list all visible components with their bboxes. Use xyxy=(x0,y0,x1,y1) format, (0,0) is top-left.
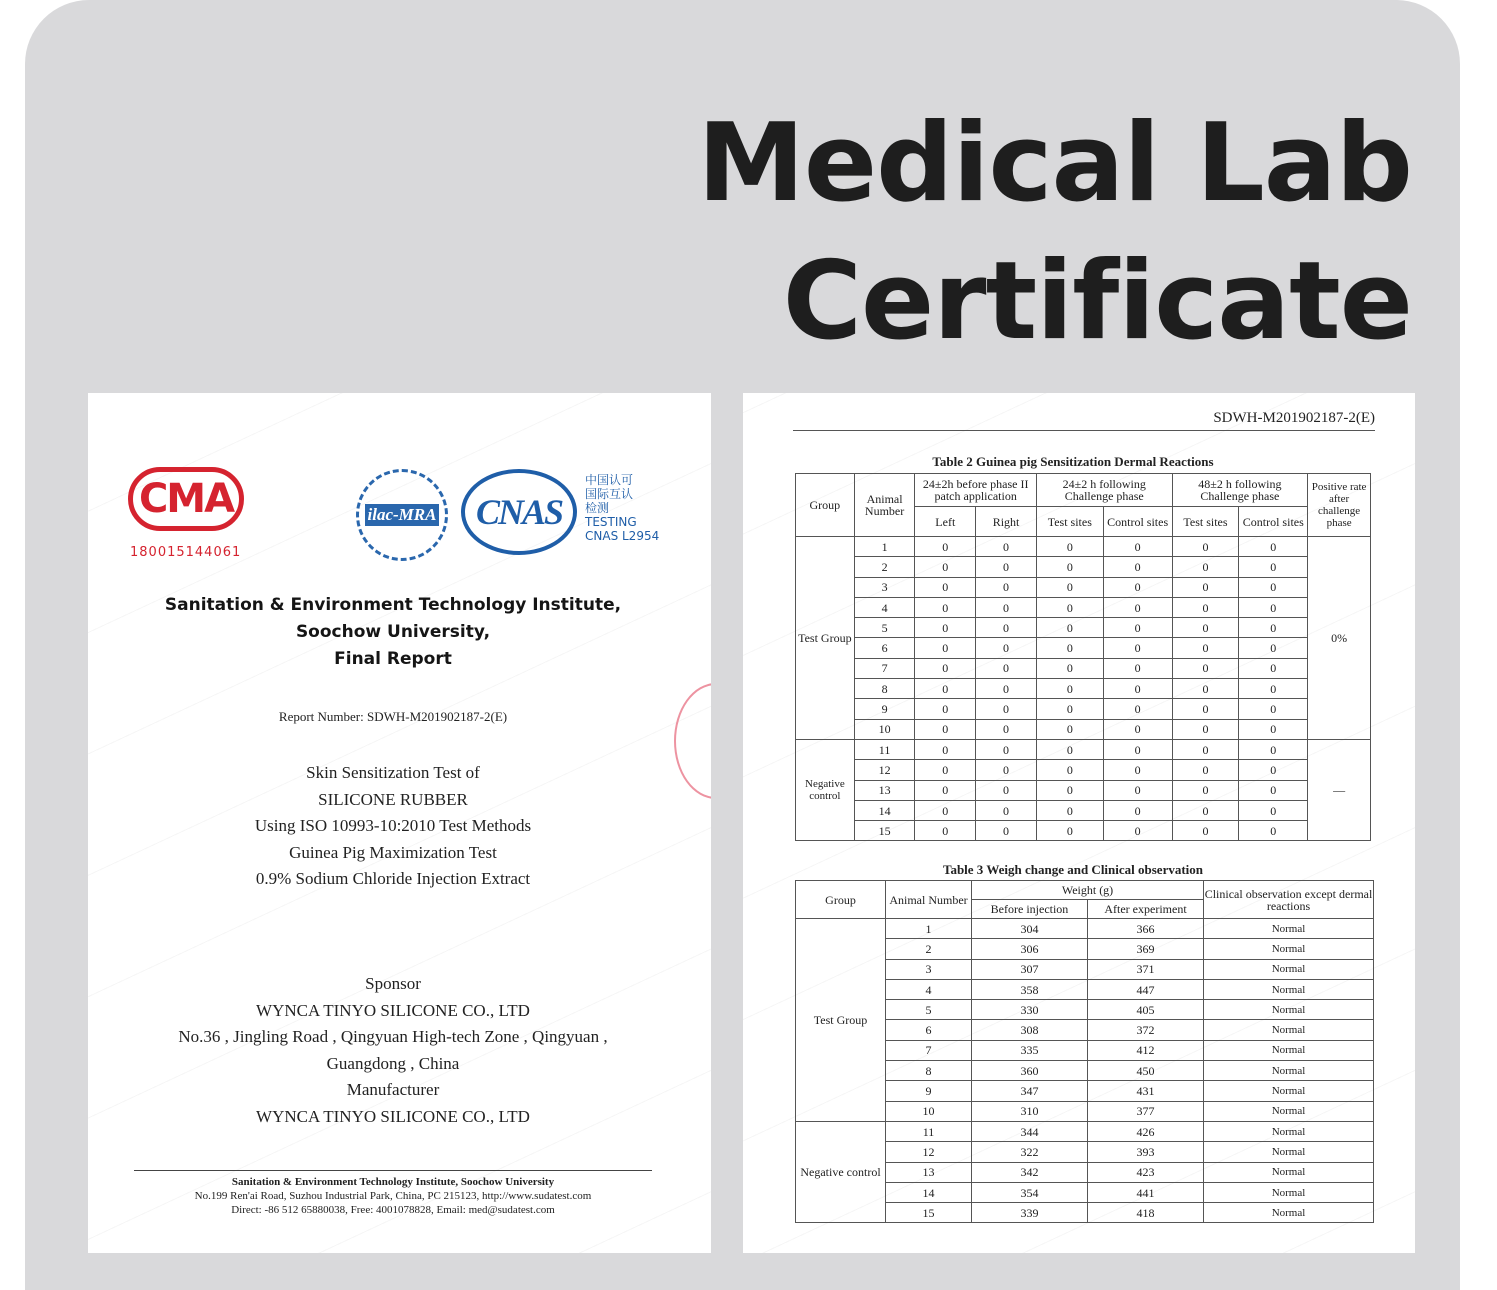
institute-line-1: Sanitation & Environment Technology Institute, xyxy=(164,595,622,615)
t3-weight-before: 335 xyxy=(972,1040,1088,1060)
t2-animal-number: 8 xyxy=(854,679,915,699)
t2-cell: 0 xyxy=(915,537,976,557)
table-row xyxy=(796,739,1371,759)
t2-cell: 0 xyxy=(976,739,1037,759)
t2-cell: 0 xyxy=(915,557,976,577)
t2-cell: 0 xyxy=(1103,780,1172,800)
t3-observation: Normal xyxy=(1204,1081,1374,1101)
t2-cell: 0 xyxy=(1239,537,1308,557)
t2-cell: 0 xyxy=(1036,658,1103,678)
table-row xyxy=(796,577,1371,597)
t2-cell: 0 xyxy=(1172,557,1239,577)
t3-weight-before: 344 xyxy=(972,1121,1088,1141)
t2-group-test: Test Group xyxy=(796,537,855,740)
table-row xyxy=(796,638,1371,658)
institute-heading xyxy=(88,592,698,673)
t3-observation: Normal xyxy=(1204,1142,1374,1162)
manufacturer-label: Manufacturer xyxy=(346,1080,440,1099)
t2-cell: 0 xyxy=(915,821,976,841)
institute-line-3: Final Report xyxy=(334,649,452,669)
t2-group-negative: Negative control xyxy=(796,739,855,840)
t2-cell: 0 xyxy=(1172,658,1239,678)
t3-weight-after: 441 xyxy=(1088,1182,1204,1202)
t2-cell: 0 xyxy=(1103,557,1172,577)
t2-cell: 0 xyxy=(1172,597,1239,617)
footer-line-3: Direct: -86 512 65880038, Free: 4001078828, Email: med@sudatest.com xyxy=(231,1204,555,1216)
t2-cell: 0 xyxy=(1103,800,1172,820)
t3-weight-after: 405 xyxy=(1088,1000,1204,1020)
t3-weight-after: 372 xyxy=(1088,1020,1204,1040)
table-row xyxy=(796,1121,1374,1141)
t2-cell: 0 xyxy=(1172,618,1239,638)
t2-cell: 0 xyxy=(976,760,1037,780)
t2-cell: 0 xyxy=(1036,557,1103,577)
subject-line-2: SILICONE RUBBER xyxy=(318,789,468,809)
t2-cell: 0 xyxy=(1172,679,1239,699)
t2-cell: 0 xyxy=(1172,760,1239,780)
t3-observation: Normal xyxy=(1204,1162,1374,1182)
t2-cell: 0 xyxy=(1036,821,1103,841)
ilac-mra-logo xyxy=(356,469,448,561)
t3-weight-after: 393 xyxy=(1088,1142,1204,1162)
t2-cell: 0 xyxy=(1172,537,1239,557)
t3-observation: Normal xyxy=(1204,979,1374,999)
t2-cell: 0 xyxy=(1103,821,1172,841)
test-subject xyxy=(88,760,698,893)
cnas-logo: CNAS xyxy=(461,469,577,555)
header-divider xyxy=(793,430,1375,431)
manufacturer-name: WYNCA TINYO SILICONE CO., LTD xyxy=(256,1106,530,1126)
t2-cell: 0 xyxy=(1103,618,1172,638)
t2-animal-number: 3 xyxy=(854,577,915,597)
t2-header-24h: 24±2 h following Challenge phase xyxy=(1036,474,1172,507)
t2-cell: 0 xyxy=(1036,800,1103,820)
t2-cell: 0 xyxy=(976,821,1037,841)
table-row xyxy=(796,821,1371,841)
t2-cell: 0 xyxy=(1239,800,1308,820)
t2-header-48h: 48±2 h following Challenge phase xyxy=(1172,474,1308,507)
t2-cell: 0 xyxy=(976,719,1037,739)
t2-cell: 0 xyxy=(976,800,1037,820)
t3-weight-before: 310 xyxy=(972,1101,1088,1121)
t2-cell: 0 xyxy=(976,658,1037,678)
sponsor-block xyxy=(88,971,698,1130)
t2-header-positive: Positive rate after challenge phase xyxy=(1308,474,1371,537)
page-title xyxy=(697,95,1412,371)
title-line-2: Certificate xyxy=(782,239,1412,364)
t2-cell: 0 xyxy=(1239,780,1308,800)
subject-line-3: Using ISO 10993-10:2010 Test Methods xyxy=(254,816,532,836)
cnas-en-line-2: CNAS L2954 xyxy=(585,529,660,543)
t2-animal-number: 13 xyxy=(854,780,915,800)
t2-header-test-sites-48: Test sites xyxy=(1172,507,1239,537)
table3-caption: Table 3 Weigh change and Clinical observation xyxy=(942,862,1204,877)
t3-animal-number: 15 xyxy=(886,1203,972,1223)
t3-observation: Normal xyxy=(1204,1040,1374,1060)
table-row xyxy=(796,597,1371,617)
t2-cell: 0 xyxy=(1239,638,1308,658)
t2-cell: 0 xyxy=(1239,760,1308,780)
t3-animal-number: 9 xyxy=(886,1081,972,1101)
table3-weight-observation xyxy=(795,880,1374,1223)
t2-cell: 0 xyxy=(1036,597,1103,617)
t2-cell: 0 xyxy=(915,638,976,658)
cnas-cn-line-1: 中国认可 xyxy=(585,473,634,487)
t2-cell: 0 xyxy=(976,597,1037,617)
t3-weight-before: 308 xyxy=(972,1020,1088,1040)
t3-weight-before: 330 xyxy=(972,1000,1088,1020)
t3-observation: Normal xyxy=(1204,1000,1374,1020)
t2-cell: 0 xyxy=(1103,537,1172,557)
t3-observation: Normal xyxy=(1204,919,1374,939)
table-row xyxy=(796,679,1371,699)
t2-cell: 0 xyxy=(1239,658,1308,678)
t2-animal-number: 12 xyxy=(854,760,915,780)
t3-weight-after: 377 xyxy=(1088,1101,1204,1121)
t2-cell: 0 xyxy=(915,800,976,820)
t3-weight-before: 354 xyxy=(972,1182,1088,1202)
t2-animal-number: 11 xyxy=(854,739,915,759)
subject-line-5: 0.9% Sodium Chloride Injection Extract xyxy=(255,869,531,889)
t2-animal-number: 15 xyxy=(854,821,915,841)
t3-weight-before: 306 xyxy=(972,939,1088,959)
t3-observation: Normal xyxy=(1204,939,1374,959)
t3-header-before: Before injection xyxy=(972,900,1088,919)
t2-cell: 0 xyxy=(1036,577,1103,597)
sponsor-name: WYNCA TINYO SILICONE CO., LTD xyxy=(256,1000,530,1020)
t3-weight-after: 450 xyxy=(1088,1061,1204,1081)
t2-cell: 0 xyxy=(976,780,1037,800)
t2-header-control-sites-48: Control sites xyxy=(1239,507,1308,537)
footer xyxy=(88,1175,698,1217)
t2-cell: 0 xyxy=(976,638,1037,658)
t3-weight-before: 358 xyxy=(972,979,1088,999)
report-number: Report Number: SDWH-M201902187-2(E) xyxy=(278,709,508,724)
footer-line-1: Sanitation & Environment Technology Institute, Soochow University xyxy=(231,1176,555,1188)
t2-cell: 0 xyxy=(1103,658,1172,678)
t3-weight-before: 307 xyxy=(972,959,1088,979)
t3-animal-number: 11 xyxy=(886,1121,972,1141)
t3-animal-number: 6 xyxy=(886,1020,972,1040)
institute-line-2: Soochow University, xyxy=(295,622,491,642)
t2-cell: 0 xyxy=(1103,679,1172,699)
table-row xyxy=(796,557,1371,577)
t3-observation: Normal xyxy=(1204,1182,1374,1202)
t2-animal-number: 2 xyxy=(854,557,915,577)
cma-number: 180015144061 xyxy=(130,545,242,560)
t3-weight-before: 360 xyxy=(972,1061,1088,1081)
t3-animal-number: 3 xyxy=(886,959,972,979)
t2-cell: 0 xyxy=(915,658,976,678)
table-row xyxy=(796,780,1371,800)
table-row xyxy=(796,800,1371,820)
t2-animal-number: 7 xyxy=(854,658,915,678)
t2-cell: 0 xyxy=(915,679,976,699)
t3-observation: Normal xyxy=(1204,959,1374,979)
t3-observation: Normal xyxy=(1204,1061,1374,1081)
t3-animal-number: 14 xyxy=(886,1182,972,1202)
t2-cell: 0 xyxy=(1036,739,1103,759)
t2-positive-rate-negative: — xyxy=(1308,739,1371,840)
sponsor-address-1: No.36 , Jingling Road , Qingyuan High-tech Zone , Qingyuan , xyxy=(178,1027,608,1046)
t2-cell: 0 xyxy=(1172,800,1239,820)
t2-cell: 0 xyxy=(1103,699,1172,719)
t2-cell: 0 xyxy=(1103,719,1172,739)
t2-cell: 0 xyxy=(1103,638,1172,658)
t2-cell: 0 xyxy=(1103,739,1172,759)
table2-caption: Table 2 Guinea pig Sensitization Dermal Reactions xyxy=(932,454,1214,469)
footer-line-2: No.199 Ren'ai Road, Suzhou Industrial Park, China, PC 215123, http://www.sudatest.com xyxy=(194,1190,592,1202)
t2-animal-number: 10 xyxy=(854,719,915,739)
t2-cell: 0 xyxy=(915,597,976,617)
t3-group-negative: Negative control xyxy=(796,1121,886,1222)
t2-cell: 0 xyxy=(1036,760,1103,780)
t2-cell: 0 xyxy=(915,780,976,800)
t3-animal-number: 12 xyxy=(886,1142,972,1162)
t2-header-before: 24±2h before phase II patch application xyxy=(915,474,1036,507)
t3-weight-before: 322 xyxy=(972,1142,1088,1162)
table-row xyxy=(796,537,1371,557)
t2-cell: 0 xyxy=(1172,577,1239,597)
t2-cell: 0 xyxy=(1239,557,1308,577)
t3-animal-number: 10 xyxy=(886,1101,972,1121)
t2-cell: 0 xyxy=(976,699,1037,719)
t3-animal-number: 4 xyxy=(886,979,972,999)
t3-weight-before: 339 xyxy=(972,1203,1088,1223)
t2-cell: 0 xyxy=(1036,719,1103,739)
t2-cell: 0 xyxy=(1103,577,1172,597)
t2-cell: 0 xyxy=(976,557,1037,577)
t3-weight-after: 423 xyxy=(1088,1162,1204,1182)
t2-animal-number: 6 xyxy=(854,638,915,658)
t2-cell: 0 xyxy=(1036,699,1103,719)
t2-cell: 0 xyxy=(1103,597,1172,617)
t2-cell: 0 xyxy=(915,577,976,597)
t2-cell: 0 xyxy=(915,719,976,739)
t2-header-group: Group xyxy=(796,474,855,537)
t3-observation: Normal xyxy=(1204,1121,1374,1141)
t3-weight-after: 369 xyxy=(1088,939,1204,959)
t3-observation: Normal xyxy=(1204,1203,1374,1223)
table2-sensitization-reactions xyxy=(795,473,1371,841)
table-row xyxy=(796,658,1371,678)
t3-header-weight: Weight (g) xyxy=(972,881,1204,900)
t2-animal-number: 9 xyxy=(854,699,915,719)
t2-cell: 0 xyxy=(1239,618,1308,638)
t3-weight-after: 447 xyxy=(1088,979,1204,999)
t2-cell: 0 xyxy=(1036,679,1103,699)
t3-weight-before: 342 xyxy=(972,1162,1088,1182)
t2-cell: 0 xyxy=(1036,780,1103,800)
t2-cell: 0 xyxy=(976,577,1037,597)
t3-animal-number: 2 xyxy=(886,939,972,959)
cnas-cn-line-2: 国际互认 xyxy=(585,487,634,501)
t3-animal-number: 7 xyxy=(886,1040,972,1060)
t2-cell: 0 xyxy=(1172,638,1239,658)
t2-header-left: Left xyxy=(915,507,976,537)
title-line-1: Medical Lab xyxy=(697,101,1412,226)
t2-cell: 0 xyxy=(1239,679,1308,699)
t2-cell: 0 xyxy=(1103,760,1172,780)
t3-animal-number: 5 xyxy=(886,1000,972,1020)
subject-line-4: Guinea Pig Maximization Test xyxy=(289,842,497,862)
t2-cell: 0 xyxy=(1172,699,1239,719)
table-row xyxy=(796,760,1371,780)
cnas-cn-line-3: 检测 xyxy=(585,501,610,515)
t2-cell: 0 xyxy=(915,760,976,780)
t3-weight-after: 418 xyxy=(1088,1203,1204,1223)
t2-cell: 0 xyxy=(976,679,1037,699)
table-row xyxy=(796,719,1371,739)
t3-weight-before: 347 xyxy=(972,1081,1088,1101)
t3-group-test: Test Group xyxy=(796,919,886,1122)
page-report-number: SDWH-M201902187-2(E) xyxy=(1213,410,1375,426)
t2-cell: 0 xyxy=(1036,638,1103,658)
subject-line-1: Skin Sensitization Test of xyxy=(306,763,480,782)
t2-cell: 0 xyxy=(915,739,976,759)
t2-cell: 0 xyxy=(1239,739,1308,759)
footer-divider xyxy=(134,1170,652,1171)
table-row xyxy=(796,618,1371,638)
t2-cell: 0 xyxy=(1239,699,1308,719)
t2-cell: 0 xyxy=(1036,618,1103,638)
t2-cell: 0 xyxy=(1239,719,1308,739)
t3-weight-after: 371 xyxy=(1088,959,1204,979)
t2-cell: 0 xyxy=(1239,577,1308,597)
t3-header-group: Group xyxy=(796,881,886,919)
t3-observation: Normal xyxy=(1204,1020,1374,1040)
t2-header-animal: Animal Number xyxy=(854,474,915,537)
cnas-accreditation-text xyxy=(585,473,659,543)
sponsor-address-2: Guangdong , China xyxy=(326,1053,460,1073)
t3-weight-after: 431 xyxy=(1088,1081,1204,1101)
cma-logo: CMA xyxy=(128,467,244,531)
t2-cell: 0 xyxy=(915,618,976,638)
t3-weight-after: 412 xyxy=(1088,1040,1204,1060)
t2-animal-number: 4 xyxy=(854,597,915,617)
t2-header-control-sites: Control sites xyxy=(1103,507,1172,537)
t3-weight-after: 366 xyxy=(1088,919,1204,939)
table-row xyxy=(796,919,1374,939)
t2-animal-number: 5 xyxy=(854,618,915,638)
t3-header-clinical: Clinical observation except dermal reactions xyxy=(1204,881,1374,919)
t2-cell: 0 xyxy=(1172,780,1239,800)
t2-cell: 0 xyxy=(1172,719,1239,739)
t2-cell: 0 xyxy=(976,618,1037,638)
final-report-cover-page xyxy=(88,393,711,1253)
ilac-mra-label: ilac-MRA xyxy=(365,504,440,526)
t2-header-right: Right xyxy=(976,507,1037,537)
t3-header-animal: Animal Number xyxy=(886,881,972,919)
t2-cell: 0 xyxy=(1239,821,1308,841)
sponsor-label: Sponsor xyxy=(365,974,421,993)
t2-cell: 0 xyxy=(1239,597,1308,617)
t2-animal-number: 1 xyxy=(854,537,915,557)
table-row xyxy=(796,699,1371,719)
t2-positive-rate-test: 0% xyxy=(1308,537,1371,740)
t3-weight-after: 426 xyxy=(1088,1121,1204,1141)
t2-animal-number: 14 xyxy=(854,800,915,820)
t3-observation: Normal xyxy=(1204,1101,1374,1121)
t3-animal-number: 1 xyxy=(886,919,972,939)
t3-header-after: After experiment xyxy=(1088,900,1204,919)
t2-cell: 0 xyxy=(1172,739,1239,759)
t2-cell: 0 xyxy=(976,537,1037,557)
t3-animal-number: 8 xyxy=(886,1061,972,1081)
t3-weight-before: 304 xyxy=(972,919,1088,939)
cnas-en-line-1: TESTING xyxy=(585,515,637,529)
t2-cell: 0 xyxy=(1036,537,1103,557)
t2-header-test-sites: Test sites xyxy=(1036,507,1103,537)
t2-cell: 0 xyxy=(915,699,976,719)
t3-animal-number: 13 xyxy=(886,1162,972,1182)
t2-cell: 0 xyxy=(1172,821,1239,841)
results-tables-page xyxy=(743,393,1415,1253)
